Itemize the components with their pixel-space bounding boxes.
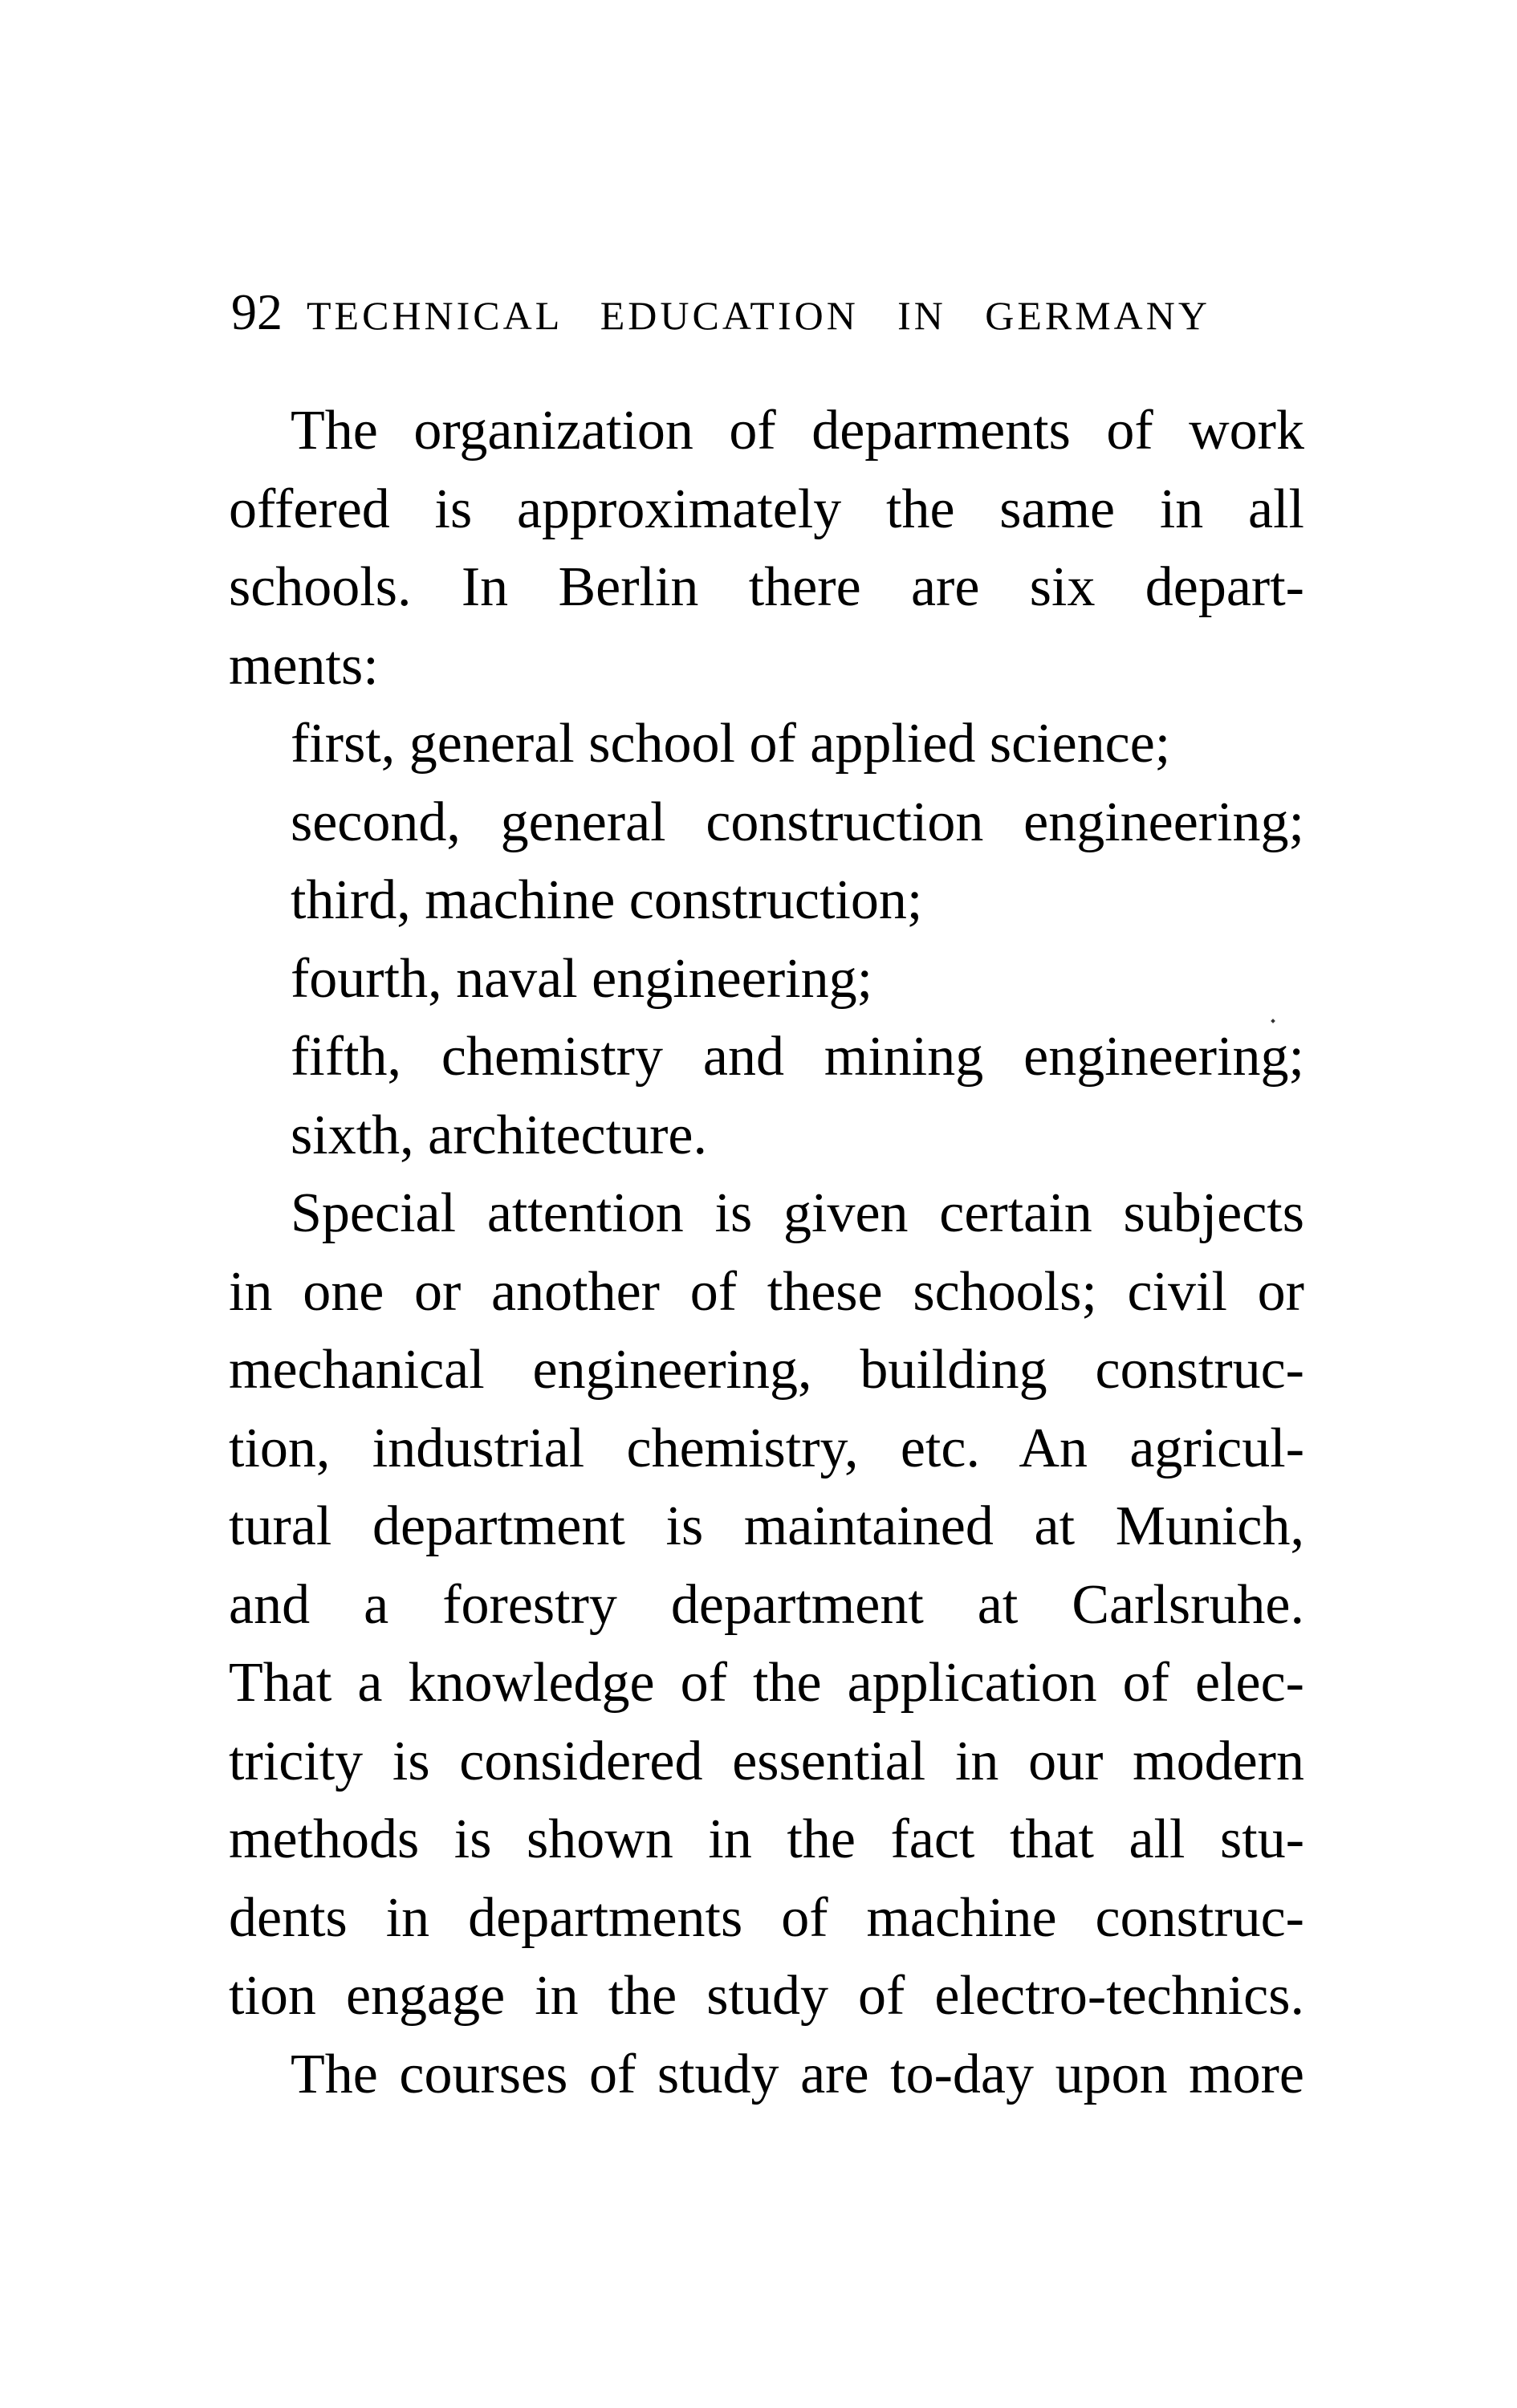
department-list-item: first, general school of applied science; bbox=[291, 713, 1171, 775]
department-list-item: third, machine construction; bbox=[291, 869, 923, 931]
paragraph-2-line: dents in departments of machine construc- bbox=[229, 1886, 1304, 1949]
paragraph-2-line: and a forestry department at Carlsruhe. bbox=[229, 1573, 1304, 1636]
paragraph-2-line: methods is shown in the fact that all stu- bbox=[229, 1808, 1304, 1870]
paragraph-2-line: tricity is considered essential in our modern bbox=[229, 1730, 1304, 1792]
department-list-item: fourth, naval engineering; bbox=[291, 947, 873, 1010]
running-head bbox=[231, 283, 1210, 340]
department-list-item: fifth, chemistry and mining engineering; bbox=[291, 1026, 1304, 1088]
paragraph-1-line: The organization of deparments of work bbox=[291, 400, 1304, 462]
department-list-item: second, general construction engineering; bbox=[291, 791, 1304, 853]
department-list-item: sixth, architecture. bbox=[291, 1104, 707, 1166]
paragraph-1-line: schools. In Berlin there are six depart- bbox=[229, 556, 1304, 618]
paragraph-2-line: tion engage in the study of electro-technics. bbox=[229, 1965, 1304, 2027]
running-title: TECHNICAL EDUCATION IN GERMANY bbox=[307, 293, 1210, 338]
page-number: 92 bbox=[231, 283, 283, 340]
paragraph-1-line: ments: bbox=[229, 634, 379, 697]
paragraph-3-line: The courses of study are to-day upon more bbox=[291, 2043, 1304, 2105]
paragraph-2-line: in one or another of these schools; civil or bbox=[229, 1260, 1304, 1323]
paragraph-2-line: tural department is maintained at Munich, bbox=[229, 1495, 1304, 1557]
paragraph-2-line: tion, industrial chemistry, etc. An agricul- bbox=[229, 1417, 1304, 1479]
paragraph-2-line: Special attention is given certain subjects bbox=[291, 1182, 1304, 1244]
body-text bbox=[229, 392, 1304, 2113]
paragraph-1-line: offered is approximately the same in all bbox=[229, 478, 1304, 540]
paragraph-2-line: mechanical engineering, building construc- bbox=[229, 1339, 1304, 1401]
paragraph-2-line: That a knowledge of the application of elec- bbox=[229, 1652, 1304, 1714]
